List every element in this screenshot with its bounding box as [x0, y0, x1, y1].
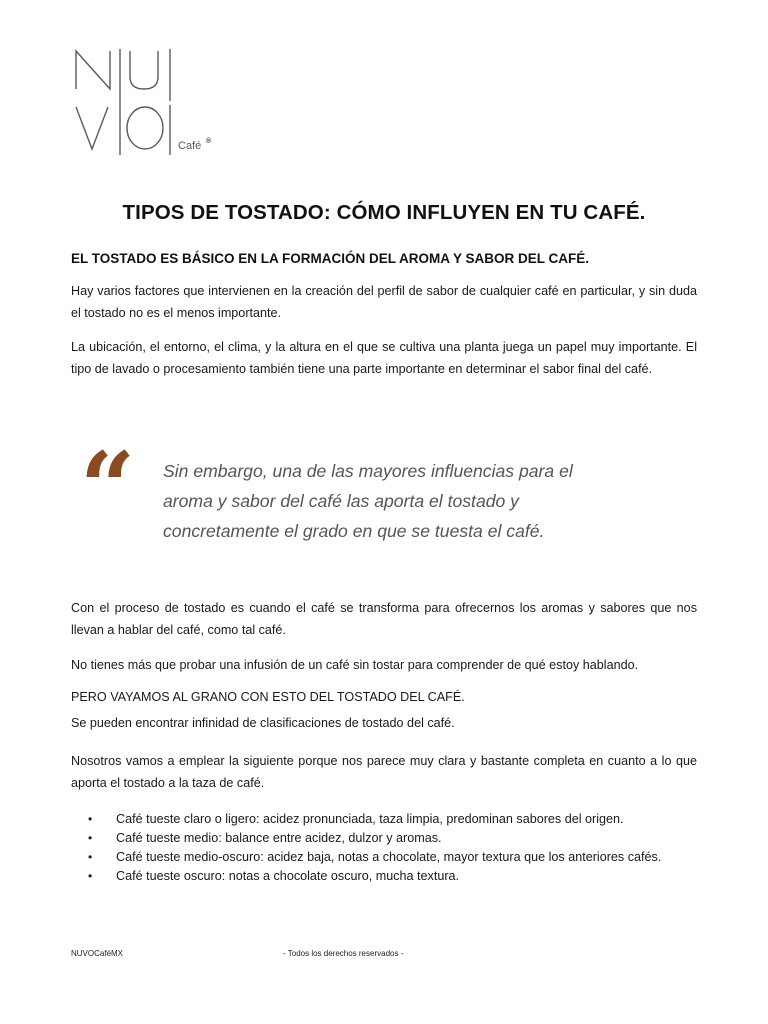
- footer-copyright: - Todos los derechos reservados -: [283, 949, 404, 958]
- list-item-text: Café tueste medio: balance entre acidez, dulzor y aromas.: [116, 831, 442, 845]
- paragraph: No tienes más que probar una infusión de un café sin tostar para comprender de qué estoy hablando.: [71, 658, 639, 672]
- list-item: [88, 867, 700, 886]
- bullet-icon: •: [88, 869, 93, 883]
- section-heading: PERO VAYAMOS AL GRANO CON ESTO DEL TOSTADO DEL CAFÉ.: [71, 690, 465, 704]
- quote-mark-icon: “: [80, 431, 136, 544]
- paragraph: Nosotros vamos a emplear la siguiente porque nos parece muy clara y bastante completa en cuanto a lo que aporta el tostado a la taza de café.: [71, 754, 697, 790]
- list-item-text: Café tueste oscuro: notas a chocolate oscuro, mucha textura.: [116, 869, 460, 883]
- bullet-icon: •: [88, 812, 93, 826]
- paragraph: Con el proceso de tostado es cuando el café se transforma para ofrecernos los aromas y sabores que nos llevan a hablar del café, como tal café.: [71, 601, 697, 637]
- bullet-icon: •: [88, 850, 93, 864]
- list-item: [88, 810, 700, 829]
- paragraph: Se pueden encontrar infinidad de clasificaciones de tostado del café.: [71, 716, 455, 730]
- list-item: [88, 848, 700, 867]
- paragraph: La ubicación, el entorno, el clima, y la altura en el que se cultiva una planta juega un papel muy importante. El tipo de lavado o procesamiento también tiene una parte importante en determinar el sabor final del café.: [71, 340, 697, 376]
- nuvo-cafe-logo: [72, 45, 220, 157]
- roast-types-list: [88, 810, 700, 886]
- logo-cafe-text: Café: [178, 140, 202, 152]
- list-item-text: Café tueste claro o ligero: acidez pronunciada, taza limpia, predominan sabores del origen.: [116, 812, 624, 826]
- page-title: TIPOS DE TOSTADO: CÓMO INFLUYEN EN TU CAFÉ.: [122, 201, 646, 224]
- list-item-text: Café tueste medio-oscuro: acidez baja, notas a chocolate, mayor textura que los anteriores cafés.: [116, 850, 662, 864]
- paragraph: Hay varios factores que intervienen en la creación del perfil de sabor de cualquier café en particular, y sin duda el tostado no es el menos importante.: [71, 284, 697, 320]
- pull-quote: Sin embargo, una de las mayores influencias para el aroma y sabor del café las aporta el tostado y concretamente el grado en que se tuesta el café.: [163, 461, 573, 541]
- footer-brand: NUVOCaféMX: [71, 949, 124, 958]
- logo-registered-mark: ®: [206, 138, 212, 145]
- section-subtitle: EL TOSTADO ES BÁSICO EN LA FORMACIÓN DEL AROMA Y SABOR DEL CAFÉ.: [71, 251, 590, 266]
- list-item: [88, 829, 700, 848]
- bullet-icon: •: [88, 831, 93, 845]
